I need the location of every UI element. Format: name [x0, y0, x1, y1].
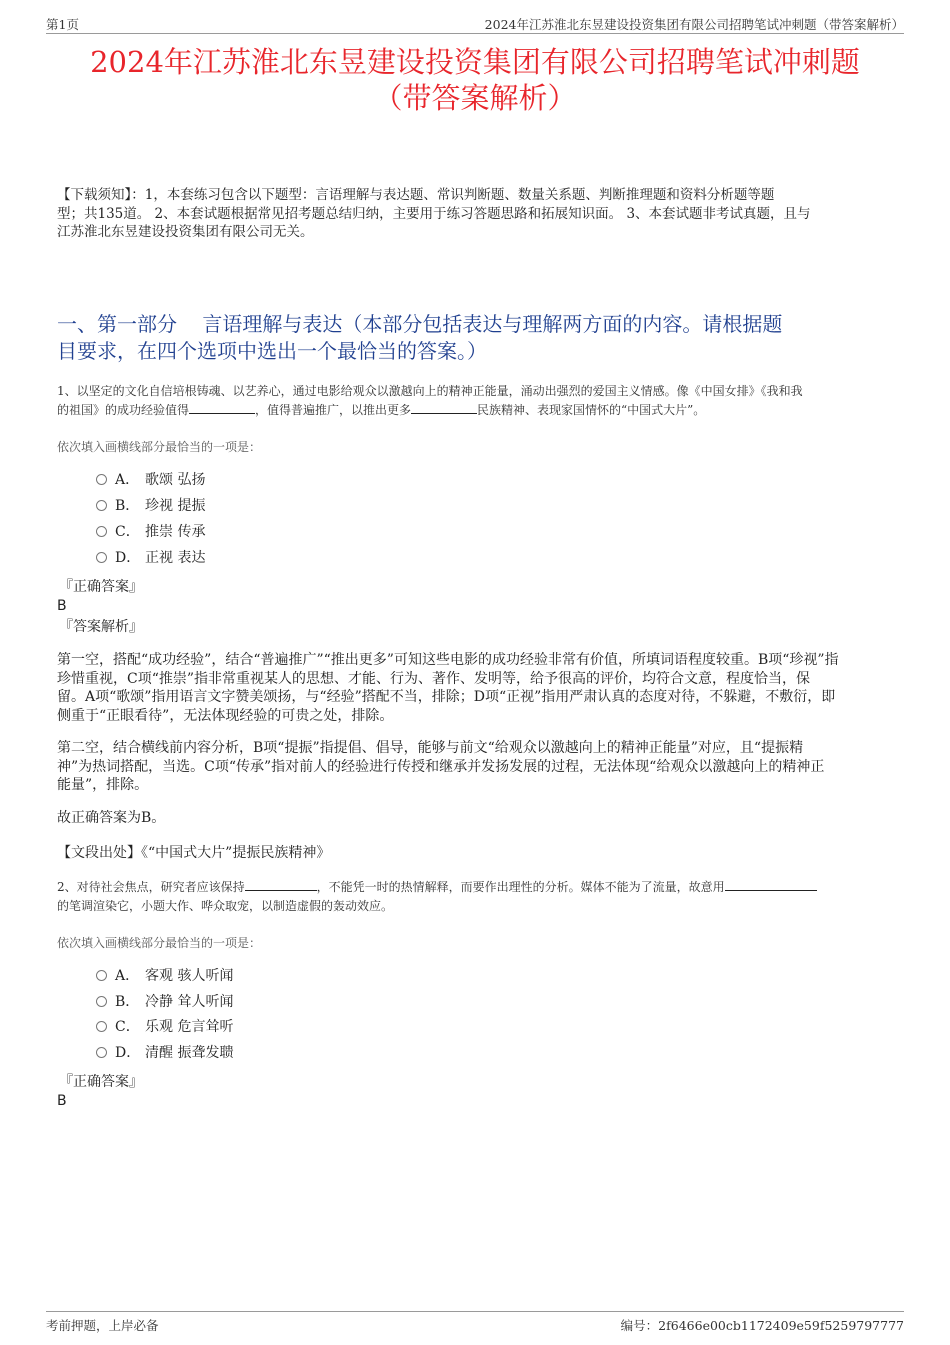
section-line-2: 目要求，在四个选项中选出一个最恰当的答案。）: [57, 339, 487, 363]
analysis-line: 第一空，搭配“成功经验”，结合“普遍推广”“推出更多”可知这些电影的成功经验非常有价值，所填词语程度较重。B项“珍视”指: [57, 652, 839, 668]
option-text: 推崇 传承: [145, 524, 206, 540]
option-text: 冷静 耸人听闻: [145, 994, 234, 1010]
q1-conclusion: 故正确答案为B。: [57, 810, 166, 826]
page-footer: [46, 1311, 904, 1333]
radio-icon[interactable]: [96, 552, 107, 563]
q1-option-b[interactable]: [96, 496, 205, 516]
option-text: 歌颂 弘扬: [145, 472, 206, 488]
q2-answer-label: 『正确答案』: [59, 1074, 143, 1090]
q1-line-1: 1、以坚定的文化自信培根铸魂、以艺养心，通过电影给观众以激越向上的精神正能量，涌动出强烈的爱国主义情感。像《中国女排》《我和我: [57, 384, 803, 398]
document-title: [40, 44, 910, 116]
download-notice: [57, 186, 897, 242]
radio-icon[interactable]: [96, 500, 107, 511]
question-1-stem: [57, 382, 900, 420]
option-letter: D．: [115, 550, 141, 566]
analysis-line: 留。A项“歌颂”指用语言文字赞美颂扬，与“经验”搭配不当，排除；D项“正视”指用严肃认真的态度对待，不躲避，不敷衍，即: [57, 689, 836, 705]
q1-text-b: ，值得普遍推广，以推出更多: [255, 403, 412, 417]
radio-icon[interactable]: [96, 474, 107, 485]
q1-answer-label: 『正确答案』: [59, 579, 143, 595]
q2-text-a: 2、对待社会焦点，研究者应该保持: [57, 880, 245, 894]
title-line-2: （带答案解析）: [373, 81, 577, 115]
analysis-line: 珍惜重视，C项“推崇”指非常重视某人的思想、才能、行为、著作、发明等，给予很高的评价，均符合文意，程度恰当，保: [57, 670, 811, 687]
option-letter: B．: [115, 498, 140, 514]
analysis-line: 能量”，排除。: [57, 777, 149, 793]
q1-prompt: 依次填入画横线部分最恰当的一项是：: [57, 440, 262, 454]
q2-line-2: 的笔调渲染它，小题大作、哗众取宠，以制造虚假的轰动效应。: [57, 899, 394, 913]
option-text: 客观 骇人听闻: [145, 968, 234, 984]
q1-analysis-paragraph-1: [57, 651, 897, 725]
q2-option-c[interactable]: [96, 1017, 233, 1037]
option-letter: A．: [115, 472, 140, 488]
footer-slogan: 考前押题，上岸必备: [46, 1318, 159, 1333]
q1-analysis-label: 『答案解析』: [59, 619, 143, 635]
q1-line-2: [57, 401, 900, 420]
q2-option-d[interactable]: [96, 1043, 233, 1063]
q2-option-a[interactable]: [96, 966, 233, 986]
q1-option-a[interactable]: [96, 470, 205, 490]
option-text: 正视 表达: [145, 550, 206, 566]
q1-blank-1: [189, 401, 255, 414]
q2-line-1: [57, 878, 900, 897]
section-line-1: 一、第一部分 言语理解与表达（本部分包括表达与理解两方面的内容。请根据题: [57, 312, 783, 336]
option-letter: B．: [115, 994, 140, 1010]
q1-source: 【文段出处】《“中国式大片”提振民族精神》: [57, 845, 331, 861]
notice-line-2: 型；共135道。 2、本套试题根据常见招考题总结归纳，主要用于练习答题思路和拓展知识面。 3、本套试题非考试真题，且与: [57, 205, 811, 222]
q1-option-d[interactable]: [96, 548, 205, 568]
radio-icon[interactable]: [96, 996, 107, 1007]
option-text: 乐观 危言耸听: [145, 1019, 234, 1035]
title-line-1: 2024年江苏淮北东昱建设投资集团有限公司招聘笔试冲刺题: [90, 45, 860, 79]
page-number: 第1页: [46, 17, 79, 32]
radio-icon[interactable]: [96, 526, 107, 537]
radio-icon[interactable]: [96, 1021, 107, 1032]
q2-text-b: ，不能凭一时的热情解释，而要作出理性的分析。媒体不能为了流量，故意用: [316, 880, 725, 894]
q2-answer: B: [57, 1093, 67, 1109]
q2-blank-1: [245, 878, 317, 891]
q1-option-c[interactable]: [96, 522, 205, 542]
section-heading: [57, 311, 897, 365]
q1-analysis-paragraph-2: [57, 739, 897, 795]
analysis-line: 第二空，结合横线前内容分析，B项“提振”指提倡、倡导，能够与前文“给观众以激越向上的精神正能量”对应，且“提振精: [57, 740, 804, 756]
q1-text-a: 的祖国》的成功经验值得: [57, 403, 190, 417]
radio-icon[interactable]: [96, 970, 107, 981]
page-header: [46, 13, 904, 34]
option-letter: C．: [115, 524, 140, 540]
notice-line-1: 【下载须知】：1，本套练习包含以下题型：言语理解与表达题、常识判断题、数量关系题、判断推理题和资料分析题等题: [57, 187, 775, 203]
option-letter: D．: [115, 1045, 141, 1061]
q2-blank-2: [725, 878, 817, 891]
radio-icon[interactable]: [96, 1047, 107, 1058]
q1-text-c: 民族精神、表现家国情怀的“中国式大片”。: [477, 403, 706, 417]
option-text: 清醒 振聋发聩: [145, 1045, 234, 1061]
question-2-stem: [57, 878, 900, 916]
option-text: 珍视 提振: [145, 498, 206, 514]
option-letter: A．: [115, 968, 140, 984]
header-title: 2024年江苏淮北东昱建设投资集团有限公司招聘笔试冲刺题（带答案解析）: [484, 17, 904, 32]
q2-prompt: 依次填入画横线部分最恰当的一项是：: [57, 936, 262, 950]
q1-blank-2: [411, 401, 477, 414]
analysis-line: 侧重于“正眼看待”，无法体现经验的可贵之处，排除。: [57, 707, 394, 724]
footer-serial: 编号：2f6466e00cb1172409e59f5259797777: [620, 1318, 904, 1333]
analysis-line: 神”为热词搭配，当选。C项“传承”指对前人的经验进行传授和继承并发扬发展的过程，无法体现“给观众以激越向上的精神正: [57, 758, 825, 775]
option-letter: C．: [115, 1019, 140, 1035]
q1-answer: B: [57, 598, 67, 614]
q2-option-b[interactable]: [96, 992, 233, 1012]
notice-line-3: 江苏淮北东昱建设投资集团有限公司无关。: [57, 224, 314, 240]
